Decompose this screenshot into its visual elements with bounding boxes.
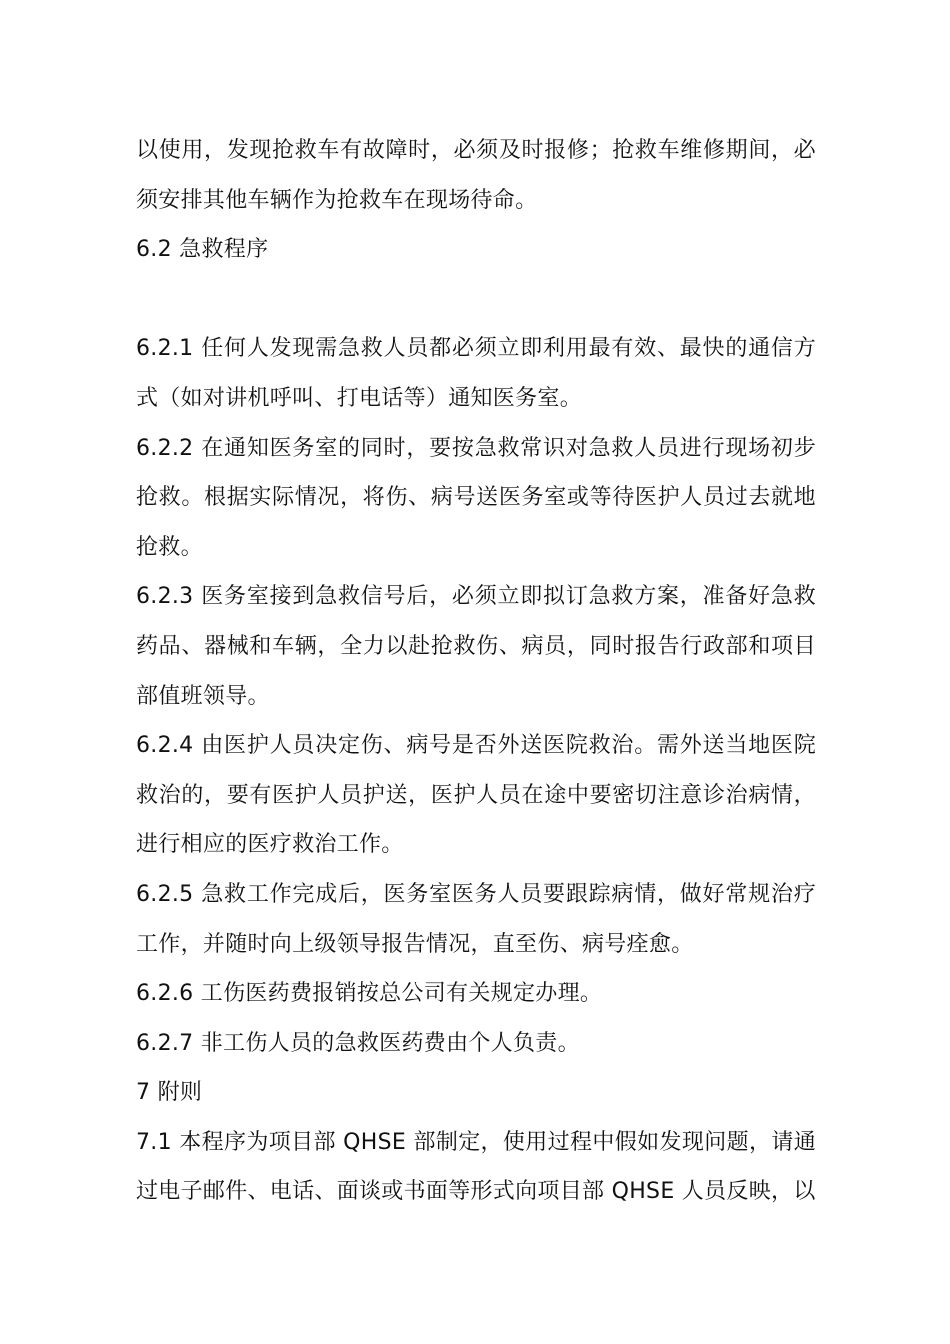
blank-line xyxy=(136,275,816,325)
document-body xyxy=(136,126,816,1217)
paragraph-6-2-1: 6.2.1 任何人发现需急救人员都必须立即利用最有效、最快的通信方式（如对讲机呼叫、打电话等）通知医务室。 xyxy=(136,336,816,411)
paragraph-6-2-6: 6.2.6 工伤医药费报销按总公司有关规定办理。 xyxy=(136,981,603,1007)
paragraph-6-2-7: 6.2.7 非工伤人员的急救医药费由个人负责。 xyxy=(136,1030,580,1056)
paragraph-6-2-4: 6.2.4 由医护人员决定伤、病号是否外送医院救治。需外送当地医院救治的，要有医护人员护送，医护人员在途中要密切注意诊治病情，进行相应的医疗救治工作。 xyxy=(136,733,816,858)
paragraph-ambulance-maintenance: 以使用，发现抢救车有故障时，必须及时报修；抢救车维修期间，必须安排其他车辆作为抢救车在现场待命。 xyxy=(136,138,816,213)
paragraph-6-2-2: 6.2.2 在通知医务室的同时，要按急救常识对急救人员进行现场初步抢救。根据实际情况，将伤、病号送医务室或等待医护人员过去就地抢救。 xyxy=(136,435,816,560)
paragraph-6-2-5: 6.2.5 急救工作完成后，医务室医务人员要跟踪病情，做好常规治疗工作，并随时向上级领导报告情况，直至伤、病号痊愈。 xyxy=(136,881,816,957)
paragraph-7-1: 7.1 本程序为项目部 QHSE 部制定，使用过程中假如发现问题，请通过电子邮件、电话、面谈或书面等形式向项目部 QHSE 人员反映，以 xyxy=(136,1129,816,1205)
heading-7-supplementary: 7 附则 xyxy=(136,1080,203,1106)
paragraph-6-2-3: 6.2.3 医务室接到急救信号后，必须立即拟订急救方案，准备好急救药品、器械和车辆，全力以赴抢救伤、病员，同时报告行政部和项目部值班领导。 xyxy=(136,584,816,709)
heading-6-2-emergency-procedure: 6.2 急救程序 xyxy=(136,237,269,263)
